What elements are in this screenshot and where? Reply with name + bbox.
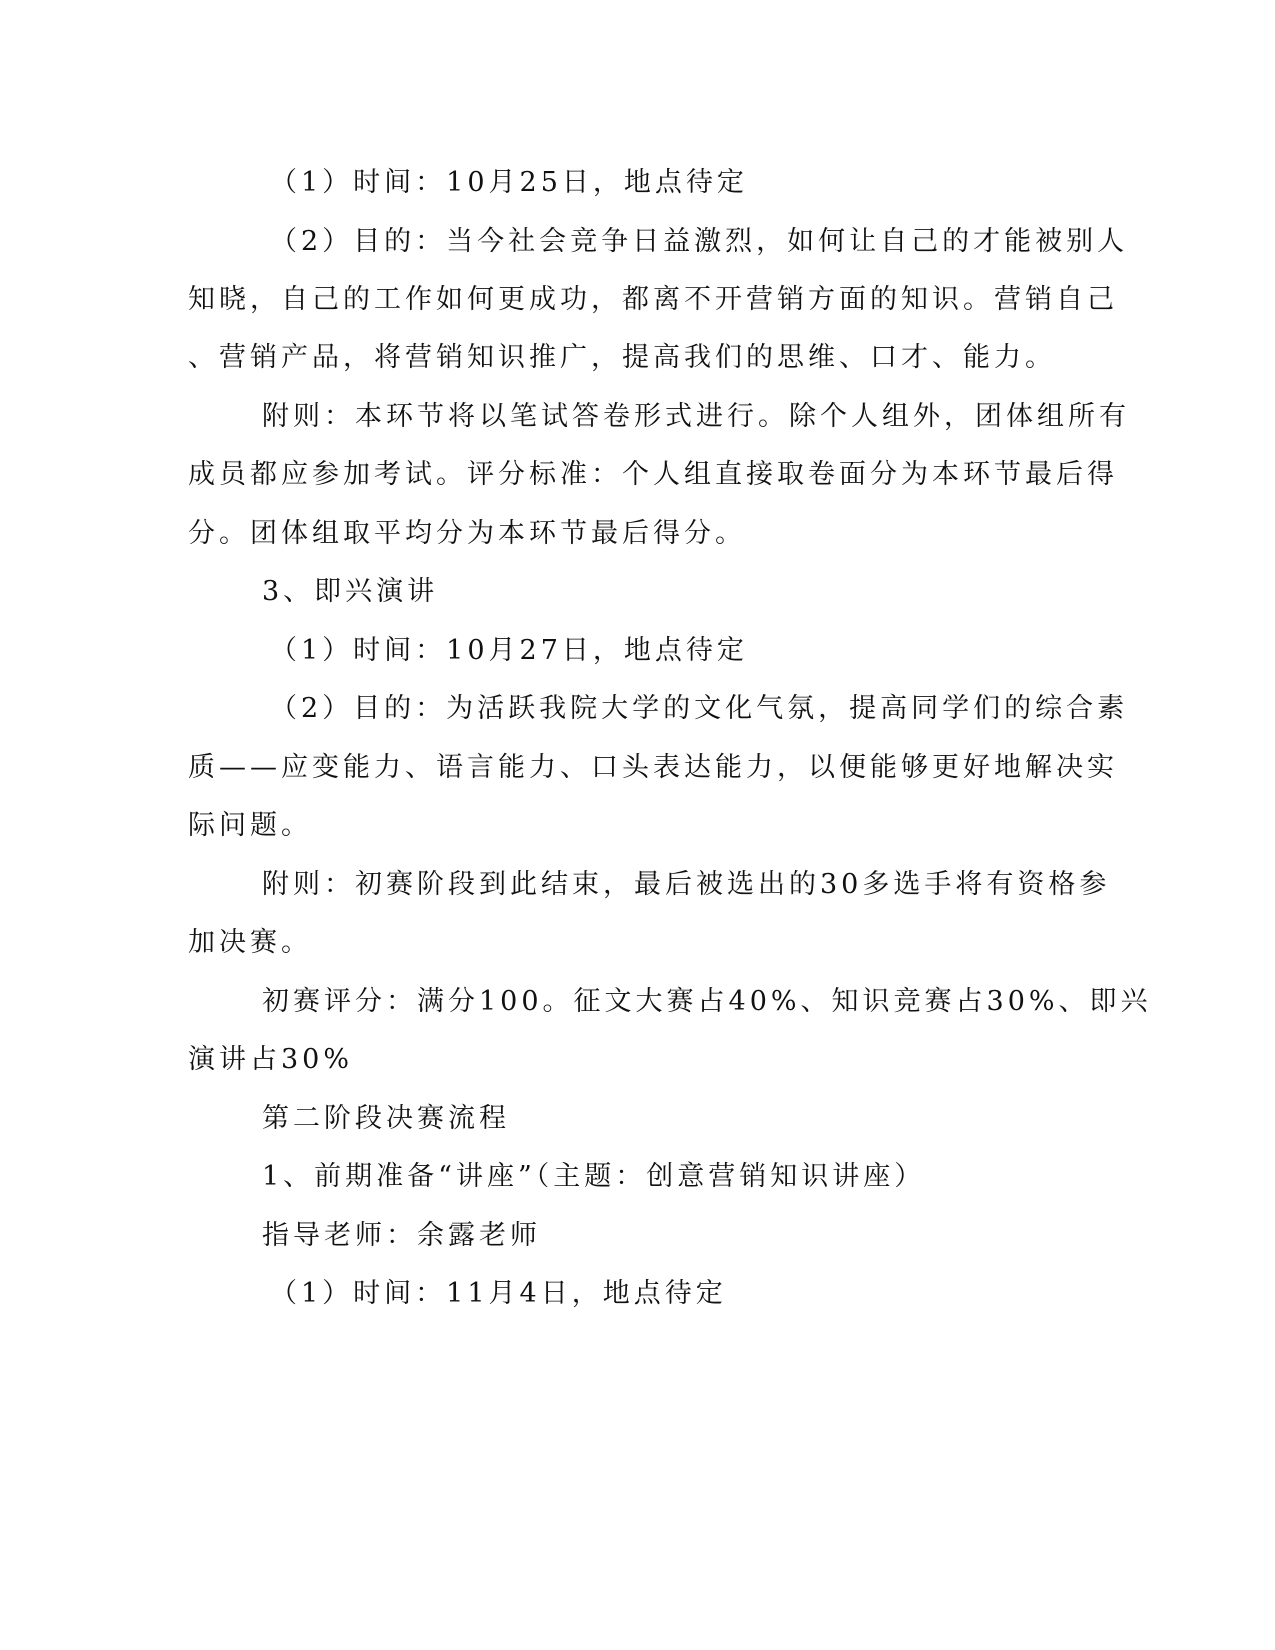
section-heading: 1、前期准备“讲座”（主题：创意营销知识讲座） [262,1161,926,1192]
text-line: （1）时间：10月25日，地点待定 [270,167,748,198]
text-line: 附则：初赛阶段到此结束，最后被选出的30多选手将有资格参 [262,869,1111,900]
text-line: 分。团体组取平均分为本环节最后得分。 [188,518,746,549]
text-line: 加决赛。 [188,927,312,958]
text-line: 指导老师：余露老师 [262,1220,541,1251]
text-line: （2）目的：当今社会竞争日益激烈，如何让自己的才能被别人 [270,226,1129,257]
section-heading: 3、即兴演讲 [262,576,439,607]
text-line: 初赛评分：满分100。征文大赛占40%、知识竞赛占30%、即兴 [262,986,1152,1017]
text-line: 际问题。 [188,810,312,841]
section-heading: 第二阶段决赛流程 [262,1103,510,1134]
text-line: （2）目的：为活跃我院大学的文化气氛，提高同学们的综合素 [270,693,1129,724]
text-line: （1）时间：10月27日，地点待定 [270,635,748,666]
text-line: 演讲占30% [188,1044,354,1075]
text-line: 知晓，自己的工作如何更成功，都离不开营销方面的知识。营销自己 [188,284,1118,315]
text-line: 成员都应参加考试。评分标准：个人组直接取卷面分为本环节最后得 [188,459,1118,490]
text-line: 质——应变能力、语言能力、口头表达能力，以便能够更好地解决实 [188,752,1118,783]
text-line: 、营销产品，将营销知识推广，提高我们的思维、口才、能力。 [188,342,1056,373]
text-line: （1）时间：11月4日，地点待定 [270,1278,727,1309]
text-line: 附则：本环节将以笔试答卷形式进行。除个人组外，团体组所有 [262,401,1130,432]
